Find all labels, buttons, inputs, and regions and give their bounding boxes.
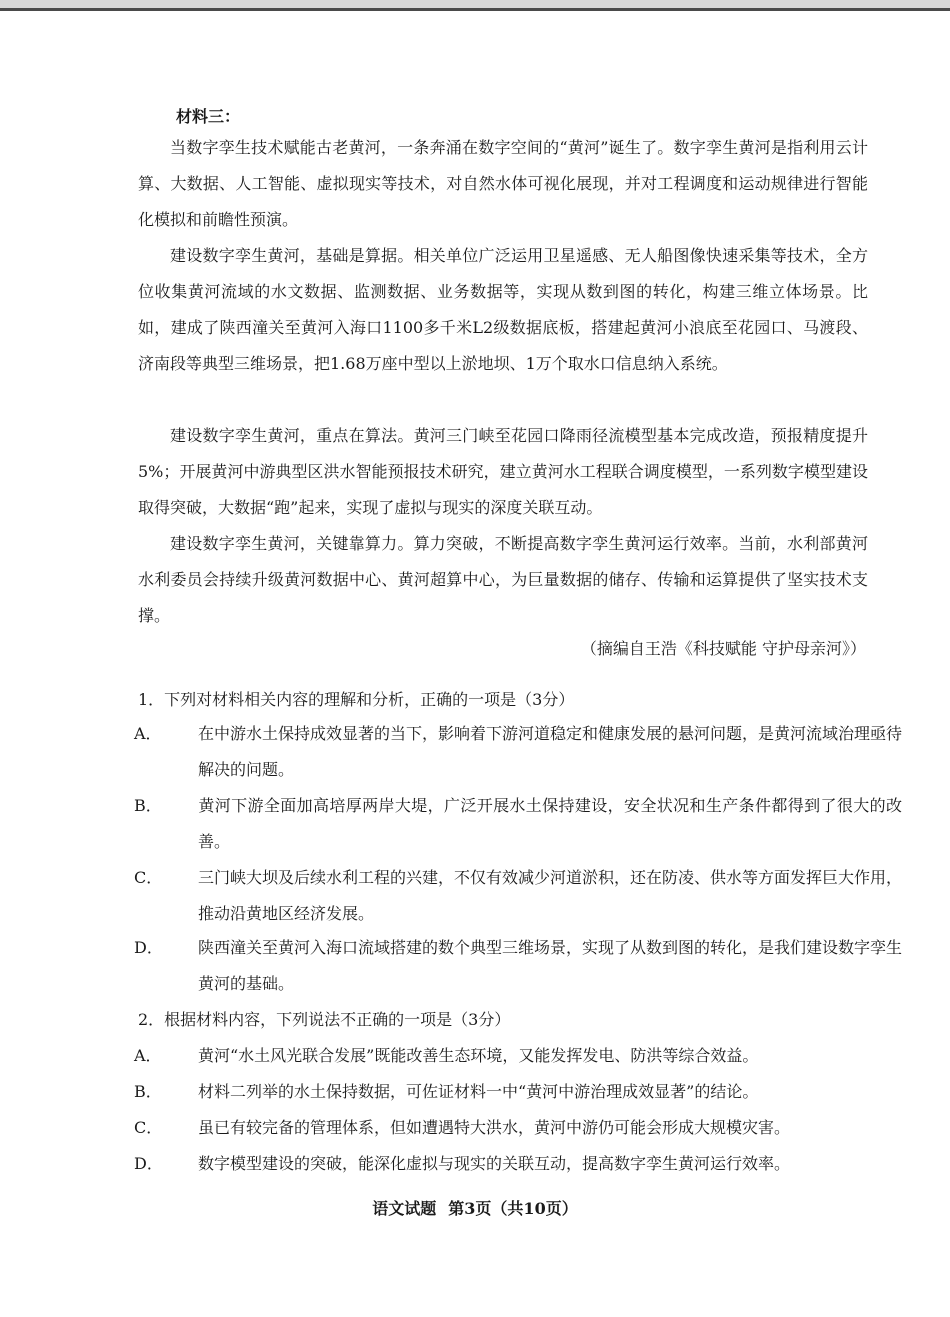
option-label: B． [134, 796, 162, 815]
option-label: B． [134, 1082, 162, 1101]
question-2-option-b [134, 1074, 902, 1110]
material-title: 材料三： [176, 107, 241, 126]
page-footer [0, 1196, 950, 1219]
option-label: D． [134, 938, 163, 957]
option-text: 三门峡大坝及后续水利工程的兴建，不仅有效减少河道淤积，还在防凌、供水等方面发挥巨大作用，推动沿黄地区经济发展。 [198, 868, 903, 923]
option-text: 黄河“水土风光联合发展”既能改善生态环境，又能发挥发电、防洪等综合效益。 [198, 1046, 759, 1065]
scan-top-edge [0, 0, 950, 8]
option-label: A． [134, 724, 162, 743]
material-paragraph-2: 建设数字孪生黄河，基础是算据。相关单位广泛运用卫星遥感、无人船图像快速采集等技术，全方位收集黄河流域的水文数据、监测数据、业务数据等，实现从数到图的转化，构建三维立体场景。比如，建成了陕西潼关至黄河入海口1100多千米L2级数据底板，搭建起黄河小浪底至花园口、马渡段、济南段等典型三维场景，把1.68万座中型以上淤地坝、1万个取水口信息纳入系统。 [138, 246, 868, 373]
scan-top-line [0, 8, 950, 11]
material-source: （摘编自王浩《科技赋能 守护母亲河》） [580, 639, 866, 658]
material-paragraph-4: 建设数字孪生黄河，关键靠算力。算力突破，不断提高数字孪生黄河运行效率。当前，水利部黄河水利委员会持续升级黄河数据中心、黄河超算中心，为巨量数据的储存、传输和运算提供了坚实技术支撑。 [138, 534, 868, 625]
option-text: 黄河下游全面加高培厚两岸大堤，广泛开展水土保持建设，安全状况和生产条件都得到了很大的改善。 [198, 796, 902, 851]
option-text: 在中游水土保持成效显著的当下，影响着下游河道稳定和健康发展的悬河问题，是黄河流域治理亟待解决的问题。 [198, 724, 903, 779]
question-2-option-d [134, 1146, 902, 1182]
question-1-option-a [134, 716, 903, 788]
option-label: C． [134, 868, 163, 887]
material-paragraph-1: 当数字孪生技术赋能古老黄河，一条奔涌在数字空间的“黄河”诞生了。数字孪生黄河是指利用云计算、大数据、人工智能、虚拟现实等技术，对自然水体可视化展现，并对工程调度和运动规律进行智能化模拟和前瞻性预演。 [138, 138, 868, 229]
footer-page-number: 第3页（共10页） [448, 1199, 578, 1218]
question-2-option-a [134, 1038, 902, 1074]
question-1-stem: 1．下列对材料相关内容的理解和分析，正确的一项是（3分） [138, 690, 575, 709]
question-1-option-b [134, 788, 902, 860]
material-paragraph-3: 建设数字孪生黄河，重点在算法。黄河三门峡至花园口降雨径流模型基本完成改造，预报精度提升5%；开展黄河中游典型区洪水智能预报技术研究，建立黄河水工程联合调度模型，一系列数字模型建设取得突破，大数据“跑”起来，实现了虚拟与现实的深度关联互动。 [138, 426, 868, 517]
option-text: 陕西潼关至黄河入海口流域搭建的数个典型三维场景，实现了从数到图的转化，是我们建设数字孪生黄河的基础。 [198, 938, 903, 993]
option-label: D． [134, 1154, 163, 1173]
option-label: A． [134, 1046, 162, 1065]
question-1-option-c [134, 860, 903, 932]
option-text: 虽已有较完备的管理体系，但如遭遇特大洪水，黄河中游仍可能会形成大规模灾害。 [198, 1118, 791, 1137]
option-text: 数字模型建设的突破，能深化虚拟与现实的关联互动，提高数字孪生黄河运行效率。 [198, 1154, 791, 1173]
footer-subject: 语文试题 [372, 1199, 437, 1218]
question-2-option-c [134, 1110, 902, 1146]
option-text: 材料二列举的水土保持数据，可佐证材料一中“黄河中游治理成效显著”的结论。 [198, 1082, 759, 1101]
question-2-stem: 2．根据材料内容，下列说法不正确的一项是（3分） [138, 1010, 511, 1029]
question-1-option-d [134, 930, 903, 1002]
option-label: C． [134, 1118, 163, 1137]
